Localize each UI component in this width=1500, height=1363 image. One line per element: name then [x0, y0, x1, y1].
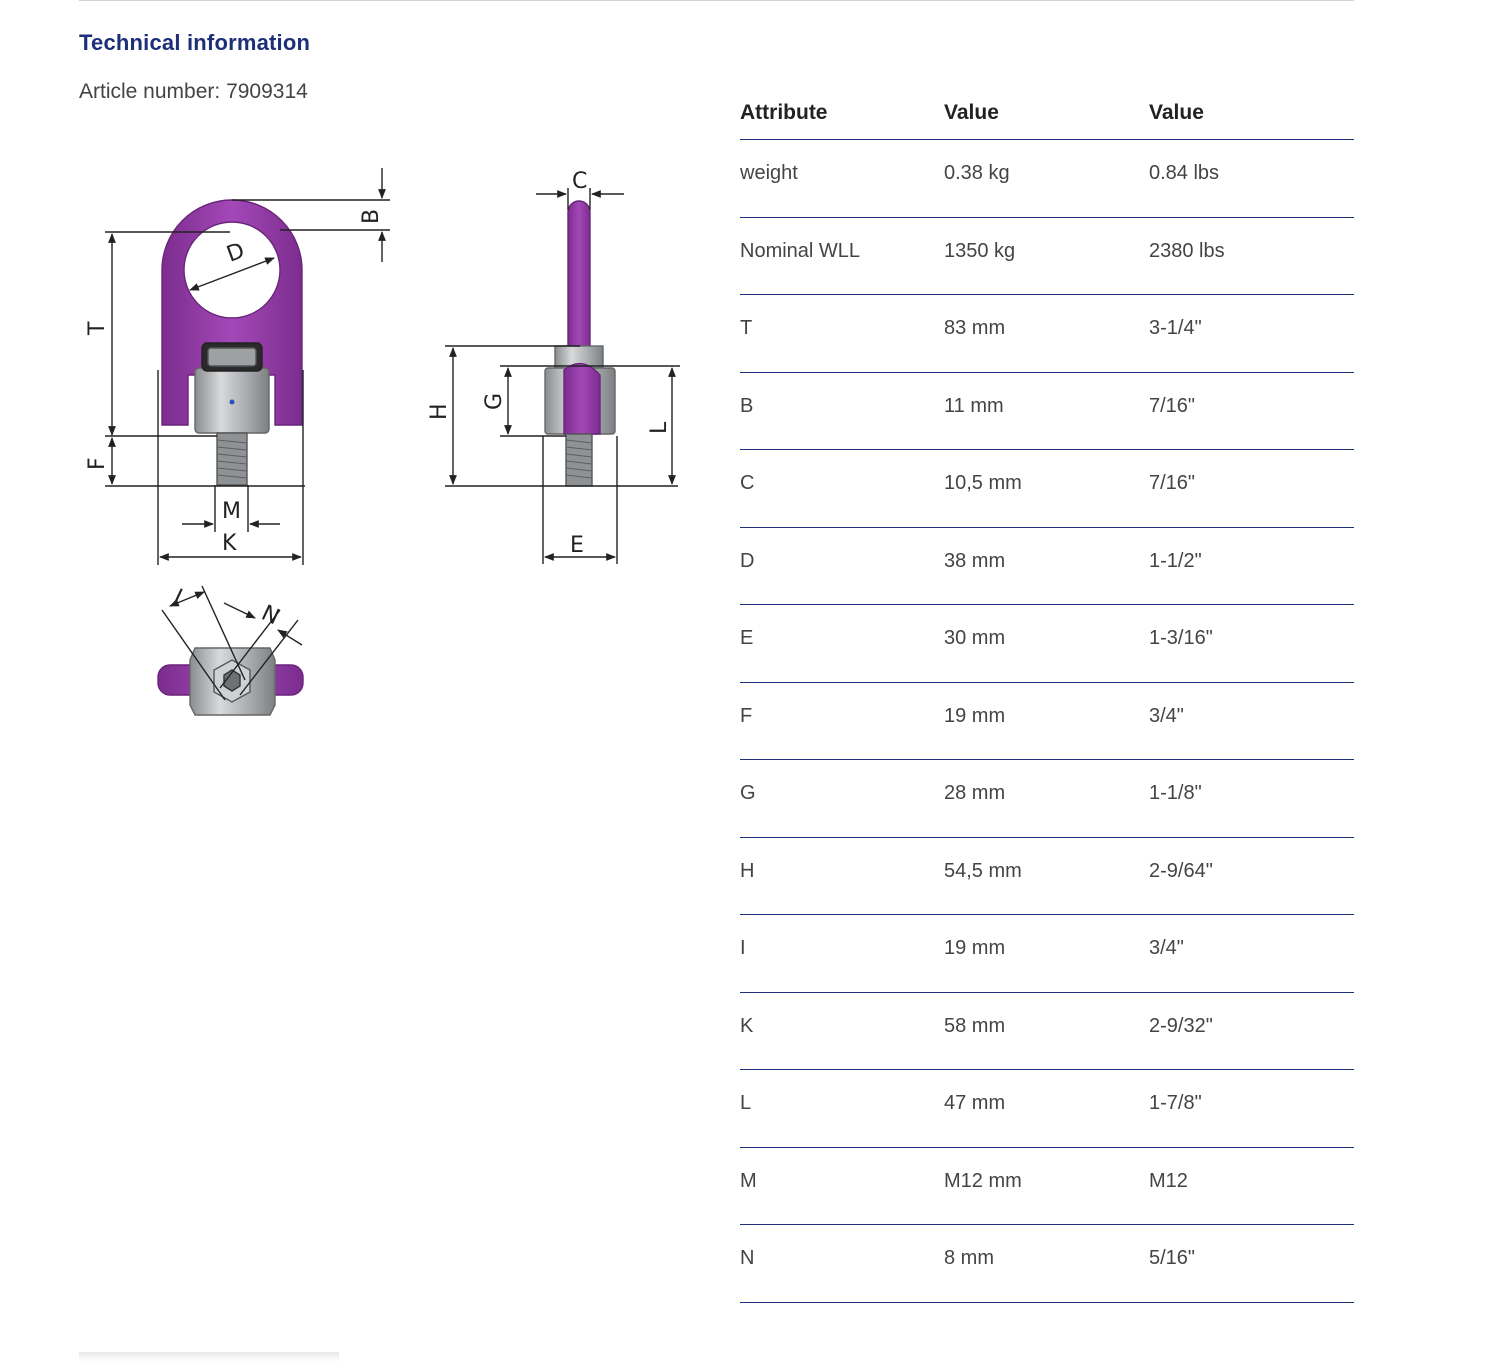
table-row — [740, 140, 1354, 218]
cell-value-metric: 38 mm — [944, 527, 1149, 605]
side-view — [445, 188, 680, 564]
table-row — [740, 1147, 1354, 1225]
label-t: T — [85, 321, 110, 335]
label-e: E — [570, 533, 584, 558]
cell-value-metric: 1350 kg — [944, 217, 1149, 295]
bottom-fade — [79, 1352, 339, 1362]
label-f: F — [85, 457, 110, 470]
cell-value-metric: 11 mm — [944, 372, 1149, 450]
cell-attribute: weight — [740, 140, 944, 218]
cell-value-imperial: 3-1/4" — [1149, 295, 1354, 373]
table-row — [740, 837, 1354, 915]
label-g: G — [482, 392, 507, 410]
cell-value-imperial: 3/4" — [1149, 915, 1354, 993]
cell-attribute: E — [740, 605, 944, 683]
cell-value-metric: 10,5 mm — [944, 450, 1149, 528]
label-n: N — [257, 600, 283, 631]
cell-value-metric: 47 mm — [944, 1070, 1149, 1148]
cell-attribute: K — [740, 992, 944, 1070]
cell-value-metric: 8 mm — [944, 1225, 1149, 1303]
cell-attribute: Nominal WLL — [740, 217, 944, 295]
label-b: B — [359, 208, 384, 224]
label-l: L — [647, 421, 672, 434]
label-k: K — [222, 531, 237, 556]
cell-value-imperial: 2-9/64" — [1149, 837, 1354, 915]
cell-value-imperial: 0.84 lbs — [1149, 140, 1354, 218]
table-row — [740, 605, 1354, 683]
cell-attribute: N — [740, 1225, 944, 1303]
header-value-imperial: Value — [1149, 86, 1354, 140]
table-row — [740, 915, 1354, 993]
cell-attribute: D — [740, 527, 944, 605]
table-header-row — [740, 86, 1354, 140]
top-divider — [79, 0, 1354, 1]
cell-value-imperial: 2380 lbs — [1149, 217, 1354, 295]
table-row — [740, 682, 1354, 760]
table-row — [740, 527, 1354, 605]
cell-value-imperial: 1-1/8" — [1149, 760, 1354, 838]
table-row — [740, 217, 1354, 295]
table-row — [740, 372, 1354, 450]
article-number-value: 7909314 — [226, 80, 308, 103]
front-view — [105, 168, 390, 565]
label-i: I — [169, 584, 186, 611]
label-h: H — [427, 403, 452, 420]
cell-value-imperial: 7/16" — [1149, 450, 1354, 528]
header-value-metric: Value — [944, 86, 1149, 140]
cell-attribute: I — [740, 915, 944, 993]
table-body — [740, 140, 1354, 1303]
header-attribute: Attribute — [740, 86, 944, 140]
cell-value-metric: 58 mm — [944, 992, 1149, 1070]
table-row — [740, 295, 1354, 373]
cell-value-imperial: 1-7/8" — [1149, 1070, 1354, 1148]
cell-value-metric: 19 mm — [944, 915, 1149, 993]
cell-value-imperial: 5/16" — [1149, 1225, 1354, 1303]
cell-attribute: H — [740, 837, 944, 915]
technical-spec-table — [740, 86, 1354, 1303]
cell-value-imperial: 2-9/32" — [1149, 992, 1354, 1070]
cell-attribute: M — [740, 1147, 944, 1225]
cell-value-imperial: 1-3/16" — [1149, 605, 1354, 683]
cell-value-imperial: M12 — [1149, 1147, 1354, 1225]
article-number — [79, 80, 308, 104]
cell-value-metric: 54,5 mm — [944, 837, 1149, 915]
cell-value-imperial: 3/4" — [1149, 682, 1354, 760]
label-c: C — [572, 169, 588, 194]
table-row — [740, 992, 1354, 1070]
table-row — [740, 760, 1354, 838]
cell-attribute: B — [740, 372, 944, 450]
cell-attribute: G — [740, 760, 944, 838]
cell-attribute: L — [740, 1070, 944, 1148]
cell-value-metric: 30 mm — [944, 605, 1149, 683]
label-d: D — [223, 238, 248, 268]
article-number-label: Article number: — [79, 80, 221, 103]
table-row — [740, 1225, 1354, 1303]
cell-value-imperial: 7/16" — [1149, 372, 1354, 450]
table-row — [740, 450, 1354, 528]
section-title: Technical information — [79, 30, 311, 55]
cell-value-metric: 28 mm — [944, 760, 1149, 838]
cell-value-metric: 0.38 kg — [944, 140, 1149, 218]
label-m: M — [222, 499, 241, 524]
table-row — [740, 1070, 1354, 1148]
cell-value-metric: 83 mm — [944, 295, 1149, 373]
swivel-hoist-ring-dimension-drawing-icon — [70, 140, 710, 740]
cell-attribute: F — [740, 682, 944, 760]
cell-attribute: C — [740, 450, 944, 528]
cell-value-metric: M12 mm — [944, 1147, 1149, 1225]
cell-value-imperial: 1-1/2" — [1149, 527, 1354, 605]
cell-value-metric: 19 mm — [944, 682, 1149, 760]
top-view — [158, 586, 303, 715]
cell-attribute: T — [740, 295, 944, 373]
